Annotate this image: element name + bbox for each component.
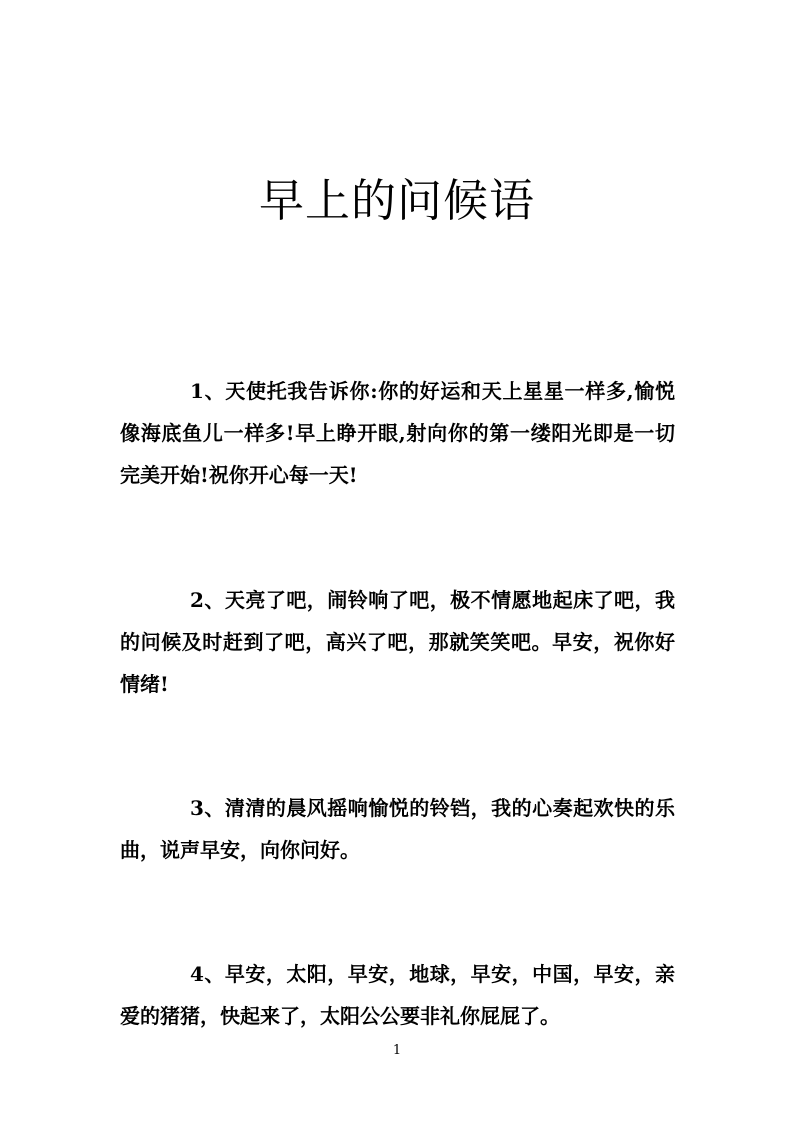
paragraph-2: 2、天亮了吧，闹铃响了吧，极不情愿地起床了吧，我的问候及时赶到了吧，高兴了吧，那就笑笑吧。早安，祝你好情绪! — [120, 588, 675, 696]
paragraph-3: 3、清清的晨风摇响愉悦的铃铛，我的心奏起欢快的乐曲，说声早安，向你问好。 — [120, 796, 675, 862]
paragraph-1: 1、天使托我告诉你:你的好运和天上星星一样多,愉悦像海底鱼儿一样多!早上睁开眼,射向你的第一缕阳光即是一切完美开始!祝你开心每一天! — [120, 379, 675, 487]
document-title: 早上的问候语 — [258, 174, 535, 228]
paragraph-4: 4、早安，太阳，早安，地球，早安，中国，早安，亲爱的猪猪，快起来了，太阳公公要非礼你屁屁了。 — [120, 962, 675, 1028]
page-number: 1 — [392, 1043, 402, 1058]
